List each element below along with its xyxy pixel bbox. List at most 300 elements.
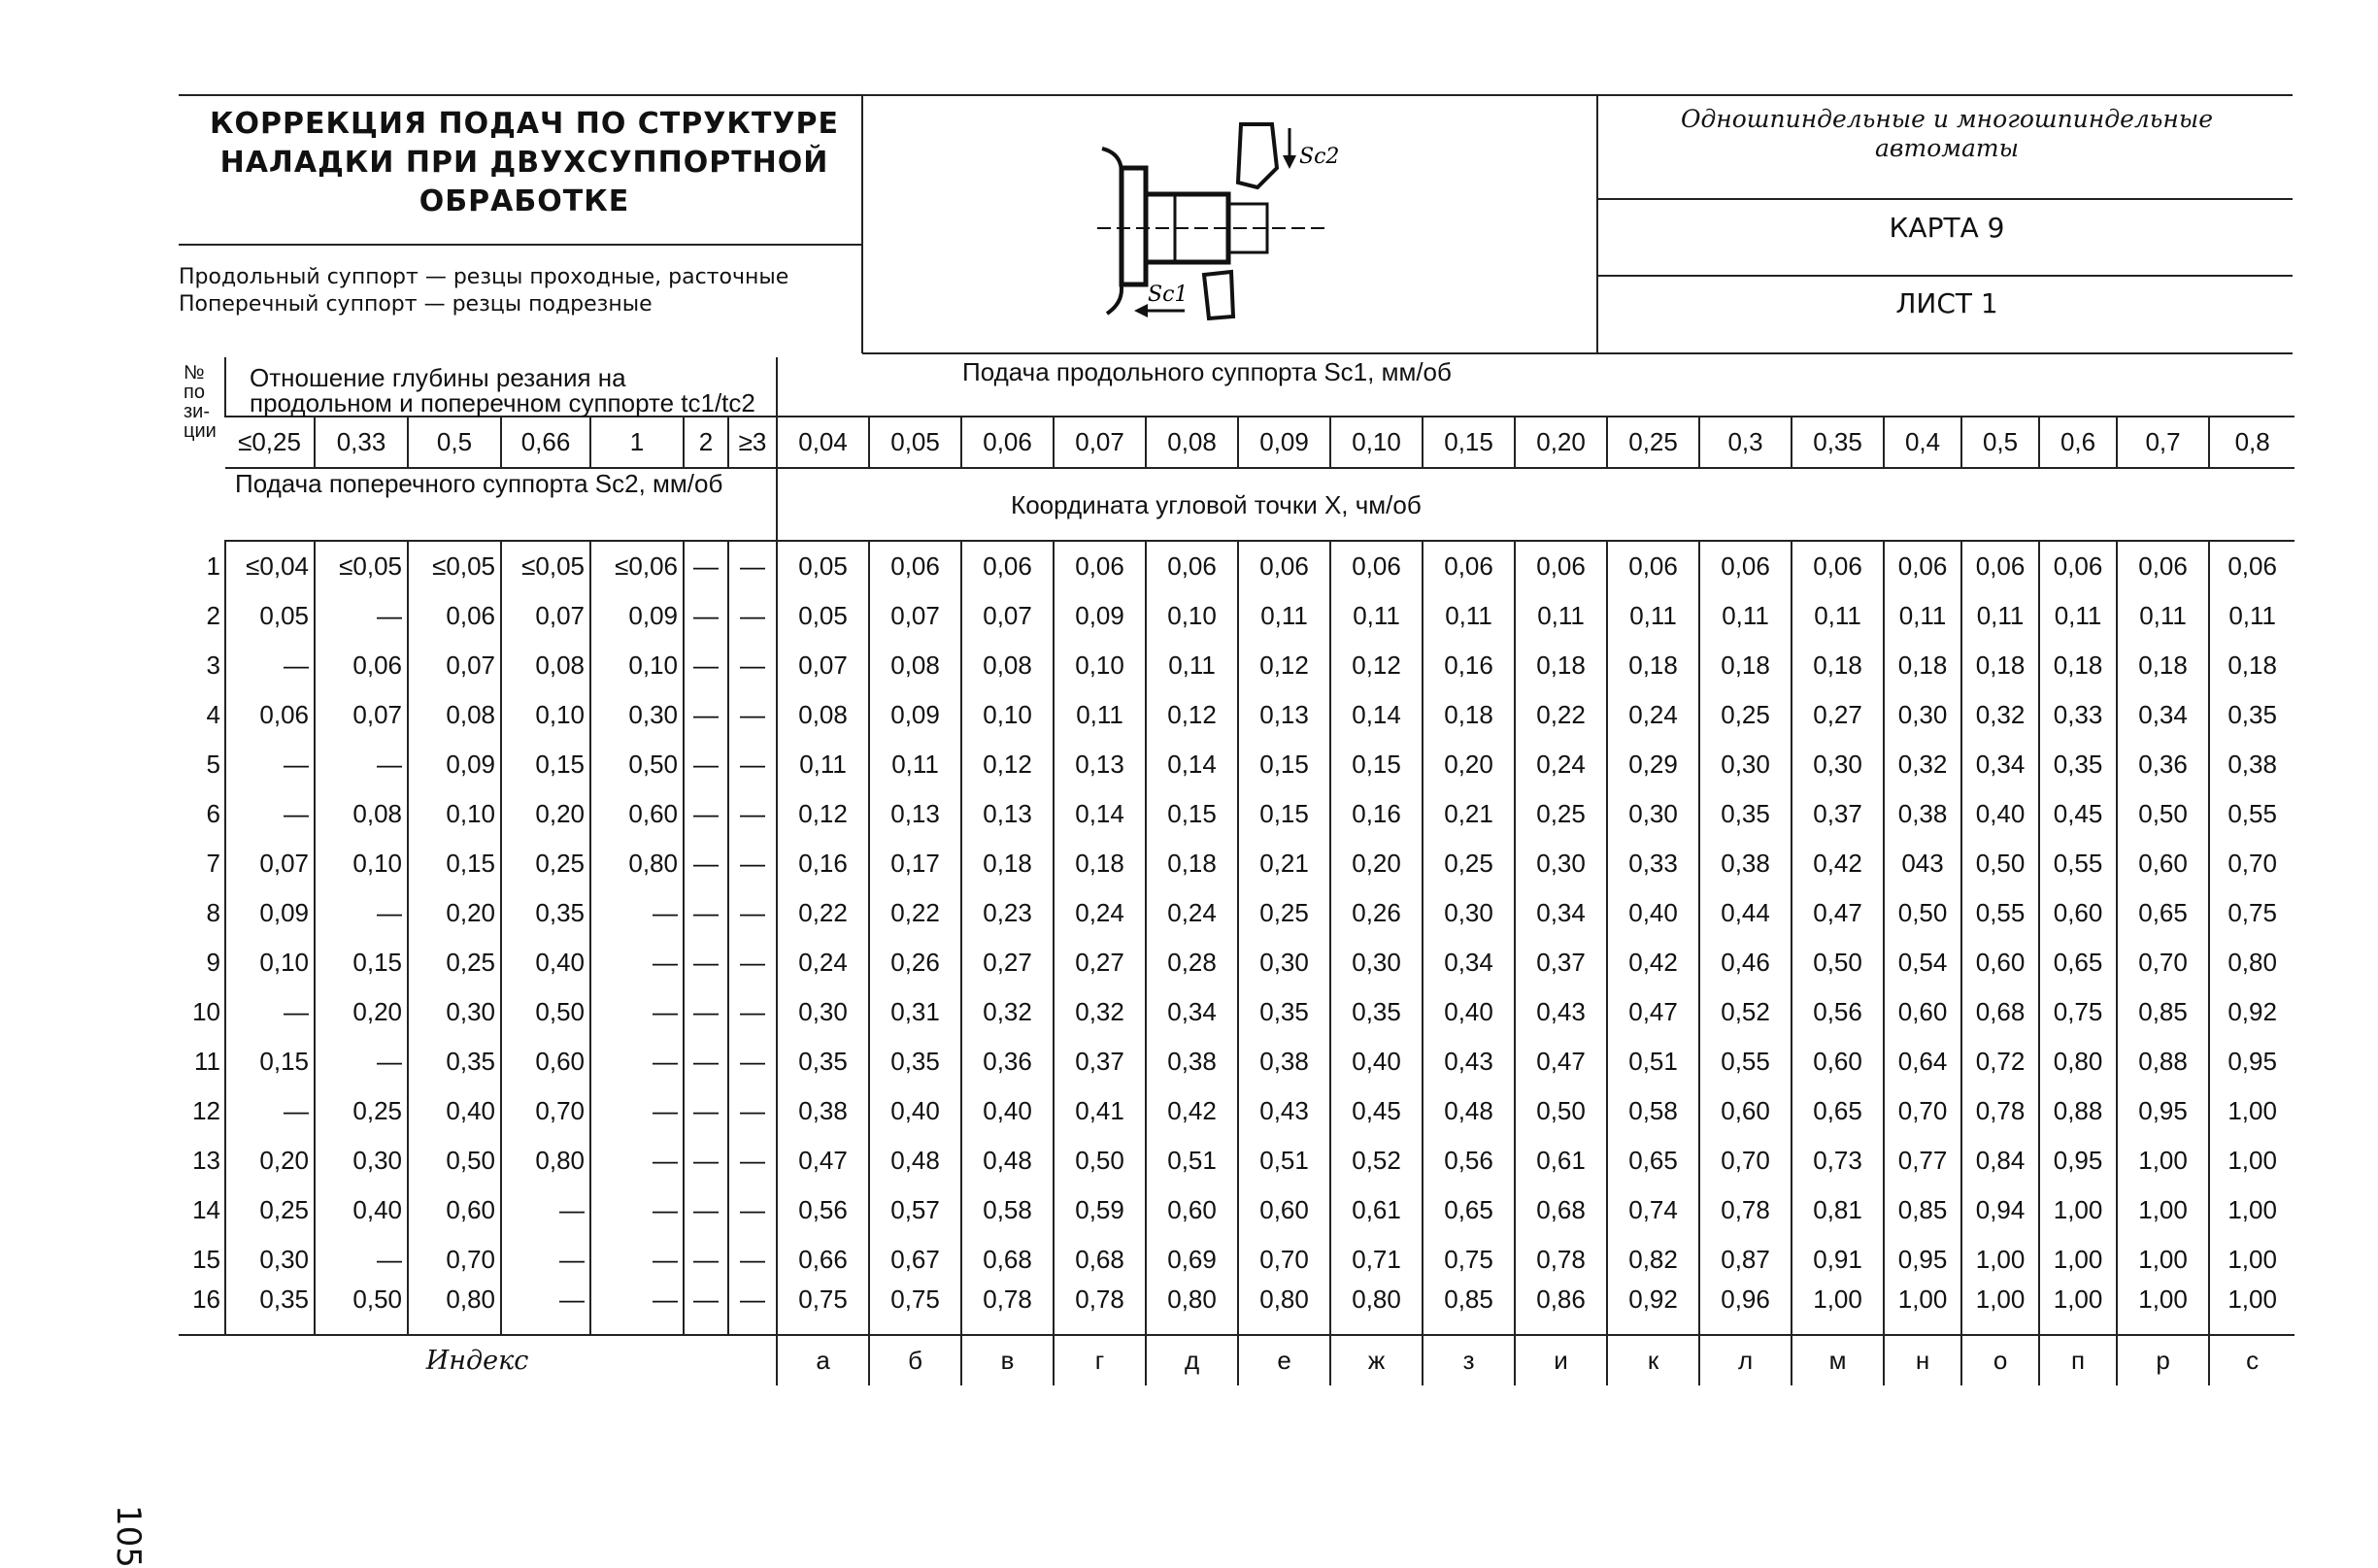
cross-feed-cell: 0,20 — [501, 789, 590, 839]
coordinate-cell: 0,92 — [2209, 987, 2294, 1037]
coordinate-cell: 0,38 — [777, 1086, 869, 1136]
coordinate-cell: 0,66 — [777, 1235, 869, 1284]
coordinate-cell: 0,05 — [777, 591, 869, 641]
coordinate-cell: 0,13 — [1054, 740, 1146, 789]
cross-feed-cell: — — [728, 938, 777, 987]
position-number: 14 — [192, 1195, 220, 1224]
coordinate-cell: 0,12 — [1330, 641, 1423, 690]
cross-feed-cell: — — [684, 1136, 728, 1185]
coordinate-cell: 0,43 — [1515, 987, 1607, 1037]
index-letter: с — [2209, 1335, 2294, 1385]
index-letter: р — [2117, 1335, 2209, 1385]
cross-feed-cell: 0,15 — [501, 740, 590, 789]
cross-feed-cell: ≤0,04 — [225, 541, 315, 591]
coordinate-cell: 0,65 — [1607, 1136, 1699, 1185]
index-letter: м — [1792, 1335, 1884, 1385]
coordinate-cell: 0,37 — [1515, 938, 1607, 987]
coordinate-cell: 0,26 — [1330, 888, 1423, 938]
coordinate-cell: 0,60 — [1884, 987, 1961, 1037]
coordinate-cell: 1,00 — [2209, 1284, 2294, 1335]
cross-feed-cell: 0,20 — [408, 888, 501, 938]
title-line: ОБРАБОТКЕ — [419, 184, 630, 218]
coordinate-cell: 0,06 — [1884, 541, 1961, 591]
coordinate-cell: 0,42 — [1607, 938, 1699, 987]
cross-feed-cell: 0,50 — [315, 1284, 408, 1335]
coordinate-cell: 0,32 — [961, 987, 1054, 1037]
index-letter: н — [1884, 1335, 1961, 1385]
sheet-number: ЛИСТ 1 — [1895, 287, 1998, 319]
coordinate-cell: 0,60 — [1792, 1037, 1884, 1086]
cross-feed-cell: 0,35 — [225, 1284, 315, 1335]
coordinate-cell: 0,64 — [1884, 1037, 1961, 1086]
coordinate-cell: 0,78 — [1515, 1235, 1607, 1284]
coordinate-cell: 0,50 — [1054, 1136, 1146, 1185]
coordinate-cell: 0,18 — [961, 839, 1054, 888]
coordinate-cell: 0,42 — [1792, 839, 1884, 888]
coordinate-cell: 1,00 — [1961, 1235, 2039, 1284]
coordinate-cell: 0,06 — [1238, 541, 1330, 591]
coordinate-cell: 1,00 — [2117, 1284, 2209, 1335]
coordinate-cell: 0,30 — [777, 987, 869, 1037]
coordinate-cell: 0,72 — [1961, 1037, 2039, 1086]
cross-feed-cell: 0,30 — [408, 987, 501, 1037]
cross-feed-cell: 0,40 — [501, 938, 590, 987]
coordinate-cell: 0,37 — [1054, 1037, 1146, 1086]
cross-feed-cell: — — [728, 541, 777, 591]
title-line: НАЛАДКИ ПРИ ДВУХСУППОРТНОЙ — [219, 146, 829, 180]
coordinate-cell: 0,17 — [869, 839, 961, 888]
coordinate-cell: 0,50 — [2117, 789, 2209, 839]
table-row — [179, 1136, 2294, 1185]
coordinate-cell: 0,40 — [1330, 1037, 1423, 1086]
coordinate-cell: 0,13 — [1238, 690, 1330, 740]
feed-column-header: 0,20 — [1515, 417, 1607, 468]
index-letter: а — [777, 1335, 869, 1385]
coordinate-cell: 0,58 — [961, 1185, 1054, 1235]
cross-feed-cell: 0,80 — [590, 839, 684, 888]
coordinate-cell: 0,65 — [2039, 938, 2117, 987]
cross-feed-cell: 0,25 — [408, 938, 501, 987]
coordinate-cell: 0,06 — [1607, 541, 1699, 591]
coordinate-header: Координата угловой точки X, чм/об — [777, 468, 2294, 541]
cross-feed-cell: — — [728, 641, 777, 690]
coordinate-cell: 0,18 — [1699, 641, 1792, 690]
coordinate-cell: 0,55 — [2209, 789, 2294, 839]
cross-feed-cell: 0,06 — [315, 641, 408, 690]
cross-feed-cell: — — [684, 641, 728, 690]
coordinate-cell: 0,56 — [1792, 987, 1884, 1037]
coordinate-cell: 0,25 — [1423, 839, 1515, 888]
ratio-column-header: 0,5 — [408, 417, 501, 468]
coordinate-cell: 0,84 — [1961, 1136, 2039, 1185]
coordinate-cell: 0,11 — [1330, 591, 1423, 641]
feed-column-header: 0,25 — [1607, 417, 1699, 468]
coordinate-cell: 0,38 — [2209, 740, 2294, 789]
coordinate-cell: 0,05 — [777, 541, 869, 591]
table-row — [179, 740, 2294, 789]
coordinate-cell: 0,18 — [1607, 641, 1699, 690]
position-number: 9 — [206, 948, 220, 977]
cross-feed-cell: — — [501, 1185, 590, 1235]
cross-feed-cell: 0,80 — [501, 1136, 590, 1185]
coordinate-cell: 0,15 — [1146, 789, 1238, 839]
cross-feed-cell: 0,15 — [315, 938, 408, 987]
coordinate-cell: 1,00 — [2117, 1185, 2209, 1235]
coordinate-cell: 0,61 — [1330, 1185, 1423, 1235]
coordinate-cell: 0,73 — [1792, 1136, 1884, 1185]
cross-feed-cell: — — [684, 789, 728, 839]
coordinate-cell: 1,00 — [1961, 1284, 2039, 1335]
coordinate-cell: 0,56 — [777, 1185, 869, 1235]
coordinate-cell: 0,60 — [2117, 839, 2209, 888]
coordinate-cell: 0,80 — [1238, 1284, 1330, 1335]
cross-feed-cell: 0,80 — [408, 1284, 501, 1335]
coordinate-cell: 0,65 — [1423, 1185, 1515, 1235]
position-number: 1 — [206, 550, 220, 581]
table-row — [179, 641, 2294, 690]
coordinate-cell: 0,52 — [1330, 1136, 1423, 1185]
cross-feed-cell: 0,10 — [408, 789, 501, 839]
position-number: 2 — [206, 601, 220, 630]
coordinate-cell: 0,14 — [1330, 690, 1423, 740]
index-letter: ж — [1330, 1335, 1423, 1385]
sc2-label: Sc2 — [1299, 145, 1340, 169]
header-row-1 — [179, 357, 2294, 417]
coordinate-cell: 0,08 — [869, 641, 961, 690]
coordinate-cell: 0,91 — [1792, 1235, 1884, 1284]
coordinate-cell: 0,47 — [1607, 987, 1699, 1037]
coordinate-cell: 1,00 — [2209, 1185, 2294, 1235]
coordinate-cell: 0,06 — [1423, 541, 1515, 591]
cross-feed-cell: — — [590, 1086, 684, 1136]
feed-column-header: 0,4 — [1884, 417, 1961, 468]
coordinate-cell: 1,00 — [2039, 1235, 2117, 1284]
cross-feed-cell: 0,25 — [501, 839, 590, 888]
coordinate-cell: 1,00 — [1792, 1284, 1884, 1335]
coordinate-cell: 0,50 — [1884, 888, 1961, 938]
cross-feed-cell: — — [684, 1185, 728, 1235]
coordinate-cell: 1,00 — [2117, 1136, 2209, 1185]
feed-column-header: 0,35 — [1792, 417, 1884, 468]
table-row — [179, 1284, 2294, 1335]
coordinate-cell: 0,75 — [2039, 987, 2117, 1037]
coordinate-cell: 0,35 — [869, 1037, 961, 1086]
cross-feed-cell: 0,50 — [590, 740, 684, 789]
ratio-column-header: 0,33 — [315, 417, 408, 468]
cross-feed-cell: 0,08 — [315, 789, 408, 839]
coordinate-cell: 0,06 — [2117, 541, 2209, 591]
coordinate-cell: 0,08 — [777, 690, 869, 740]
cross-feed-cell: — — [728, 1235, 777, 1284]
coordinate-cell: 0,11 — [1423, 591, 1515, 641]
coordinate-cell: 0,78 — [1054, 1284, 1146, 1335]
coordinate-cell: 0,15 — [1238, 740, 1330, 789]
coordinate-cell: 0,11 — [1699, 591, 1792, 641]
index-letter: е — [1238, 1335, 1330, 1385]
pos-header-line: по — [184, 382, 205, 403]
machine-type-title — [1602, 105, 2292, 163]
cross-feed-cell: 0,20 — [315, 987, 408, 1037]
coordinate-cell: 0,68 — [1961, 987, 2039, 1037]
coordinate-cell: 0,80 — [2209, 938, 2294, 987]
coordinate-cell: 0,56 — [1423, 1136, 1515, 1185]
coordinate-cell: 0,85 — [1884, 1185, 1961, 1235]
coordinate-cell: 0,20 — [1423, 740, 1515, 789]
position-number: 4 — [206, 700, 220, 729]
coordinate-cell: 0,22 — [777, 888, 869, 938]
cross-feed-cell: — — [684, 740, 728, 789]
cross-feed-cell: — — [590, 1185, 684, 1235]
coordinate-cell: 1,00 — [2039, 1185, 2117, 1235]
coordinate-cell: 0,11 — [1961, 591, 2039, 641]
coordinate-cell: 0,43 — [1238, 1086, 1330, 1136]
coordinate-cell: 0,12 — [1238, 641, 1330, 690]
cross-feed-cell: 0,20 — [225, 1136, 315, 1185]
feed-column-header: 0,04 — [777, 417, 869, 468]
cross-feed-cell: ≤0,05 — [408, 541, 501, 591]
coordinate-cell: 0,21 — [1238, 839, 1330, 888]
cross-feed-cell: 0,10 — [315, 839, 408, 888]
coordinate-cell: 0,11 — [1607, 591, 1699, 641]
cross-feed-cell: — — [225, 740, 315, 789]
coordinate-cell: 0,80 — [1330, 1284, 1423, 1335]
coordinate-cell: 0,70 — [1884, 1086, 1961, 1136]
coordinate-cell: 0,30 — [1423, 888, 1515, 938]
table-row — [179, 789, 2294, 839]
feed-column-header: 0,06 — [961, 417, 1054, 468]
cross-feed-cell: — — [590, 987, 684, 1037]
cross-feed-cell: — — [590, 1037, 684, 1086]
document-subtitle — [179, 264, 858, 318]
feed-column-header: 0,5 — [1961, 417, 2039, 468]
coordinate-cell: 0,51 — [1607, 1037, 1699, 1086]
coordinate-cell: 0,40 — [1607, 888, 1699, 938]
coordinate-cell: 1,00 — [2209, 1086, 2294, 1136]
cross-feed-cell: — — [225, 987, 315, 1037]
cross-feed-cell: — — [590, 1235, 684, 1284]
cross-feed-cell: 0,60 — [590, 789, 684, 839]
coordinate-cell: 0,70 — [2117, 938, 2209, 987]
cross-feed-cell: 0,30 — [225, 1235, 315, 1284]
coordinate-cell: 0,42 — [1146, 1086, 1238, 1136]
cross-feed-cell: 0,05 — [225, 591, 315, 641]
coordinate-cell: 1,00 — [1884, 1284, 1961, 1335]
coordinate-cell: 0,71 — [1330, 1235, 1423, 1284]
cross-feed-cell: — — [684, 690, 728, 740]
coordinate-cell: 0,31 — [869, 987, 961, 1037]
coordinate-cell: 0,18 — [1792, 641, 1884, 690]
coordinate-cell: 0,07 — [869, 591, 961, 641]
coordinate-cell: 0,08 — [961, 641, 1054, 690]
pos-header-line: зи- — [184, 401, 211, 422]
coordinate-cell: 0,30 — [1515, 839, 1607, 888]
coordinate-cell: 0,38 — [1884, 789, 1961, 839]
coordinate-cell: 0,27 — [961, 938, 1054, 987]
cross-feed-cell: — — [684, 938, 728, 987]
coordinate-cell: 0,14 — [1054, 789, 1146, 839]
coordinate-cell: 0,40 — [1423, 987, 1515, 1037]
coordinate-cell: 0,34 — [2117, 690, 2209, 740]
cross-feed-cell: 0,15 — [225, 1037, 315, 1086]
coordinate-cell: 0,75 — [2209, 888, 2294, 938]
coordinate-cell: 0,95 — [2039, 1136, 2117, 1185]
coordinate-cell: 0,24 — [777, 938, 869, 987]
coordinate-cell: 0,51 — [1238, 1136, 1330, 1185]
subtitle-line: Продольный суппорт — резцы проходные, расточные — [179, 265, 789, 289]
coordinate-cell: 0,12 — [961, 740, 1054, 789]
cross-feed-cell: — — [315, 888, 408, 938]
coordinate-cell: 0,06 — [2039, 541, 2117, 591]
ratio-column-header: 2 — [684, 417, 728, 468]
coordinate-cell: 0,48 — [961, 1136, 1054, 1185]
cross-feed-cell: — — [590, 1136, 684, 1185]
coordinate-cell: 0,06 — [1515, 541, 1607, 591]
coordinate-cell: 0,07 — [777, 641, 869, 690]
cross-feed-cell: 0,06 — [225, 690, 315, 740]
coordinate-cell: 1,00 — [2039, 1284, 2117, 1335]
machine-type-line: Одношпиндельные и многошпиндельные — [1680, 105, 2214, 133]
coordinate-cell: 0,60 — [2039, 888, 2117, 938]
coordinate-cell: 0,80 — [2039, 1037, 2117, 1086]
coordinate-cell: 0,18 — [1884, 641, 1961, 690]
coordinate-cell: 0,06 — [1792, 541, 1884, 591]
cross-feed-cell: 0,08 — [501, 641, 590, 690]
feed-column-header: 0,3 — [1699, 417, 1792, 468]
coordinate-cell: 0,20 — [1330, 839, 1423, 888]
cross-feed-cell: 0,30 — [590, 690, 684, 740]
coordinate-cell: 0,18 — [1146, 839, 1238, 888]
coordinate-cell: 0,11 — [1146, 641, 1238, 690]
coordinate-cell: 0,75 — [869, 1284, 961, 1335]
coordinate-cell: 0,50 — [1961, 839, 2039, 888]
coordinate-cell: 0,25 — [1699, 690, 1792, 740]
index-letter: д — [1146, 1335, 1238, 1385]
coordinate-cell: 0,47 — [1515, 1037, 1607, 1086]
coordinate-cell: 0,06 — [961, 541, 1054, 591]
coordinate-cell: 0,30 — [1884, 690, 1961, 740]
coordinate-cell: 0,11 — [1884, 591, 1961, 641]
coordinate-cell: 0,34 — [1961, 740, 2039, 789]
coordinate-cell: 0,51 — [1146, 1136, 1238, 1185]
cross-feed-cell: ≤0,06 — [590, 541, 684, 591]
coordinate-cell: 0,88 — [2117, 1037, 2209, 1086]
position-number: 16 — [192, 1284, 220, 1314]
coordinate-cell: 0,13 — [869, 789, 961, 839]
coordinate-cell: 0,78 — [961, 1284, 1054, 1335]
card-number: КАРТА 9 — [1889, 212, 2005, 244]
coordinate-cell: 0,06 — [1699, 541, 1792, 591]
cross-feed-cell: 0,25 — [315, 1086, 408, 1136]
cross-feed-cell: — — [684, 987, 728, 1037]
position-number: 3 — [206, 651, 220, 680]
coordinate-cell: 0,11 — [2209, 591, 2294, 641]
coordinate-cell: 0,40 — [1961, 789, 2039, 839]
cross-feed-cell: — — [590, 888, 684, 938]
feed-column-header: 0,7 — [2117, 417, 2209, 468]
coordinate-cell: 0,45 — [2039, 789, 2117, 839]
coordinate-cell: 0,38 — [1699, 839, 1792, 888]
title-line: КОРРЕКЦИЯ ПОДАЧ ПО СТРУКТУРЕ — [210, 107, 839, 141]
coordinate-cell: 0,11 — [1054, 690, 1146, 740]
cross-feed-cell: 0,07 — [501, 591, 590, 641]
position-number: 13 — [192, 1146, 220, 1175]
sc1-label: Sc1 — [1148, 283, 1189, 307]
index-letter: г — [1054, 1335, 1146, 1385]
coordinate-cell: 0,18 — [1054, 839, 1146, 888]
coordinate-cell: 0,40 — [869, 1086, 961, 1136]
index-letter: з — [1423, 1335, 1515, 1385]
coordinate-cell: 0,18 — [2209, 641, 2294, 690]
cross-feed-cell: 0,06 — [408, 591, 501, 641]
ratio-column-header: ≤0,25 — [225, 417, 315, 468]
feed-column-header: 0,09 — [1238, 417, 1330, 468]
coordinate-cell: 0,75 — [1423, 1235, 1515, 1284]
coordinate-cell: 0,68 — [1054, 1235, 1146, 1284]
coordinate-cell: 0,18 — [1423, 690, 1515, 740]
cross-feed-cell: — — [728, 690, 777, 740]
coordinate-cell: 0,33 — [1607, 839, 1699, 888]
coordinate-cell: 0,61 — [1515, 1136, 1607, 1185]
cross-feed-cell: 0,40 — [315, 1185, 408, 1235]
cross-feed-cell: 0,35 — [501, 888, 590, 938]
cross-feed-cell: — — [501, 1284, 590, 1335]
cross-feed-cell: — — [684, 591, 728, 641]
coordinate-cell: 1,00 — [2209, 1235, 2294, 1284]
coordinate-cell: 0,11 — [1515, 591, 1607, 641]
coordinate-cell: 0,18 — [1515, 641, 1607, 690]
page-number: 105 — [109, 1505, 148, 1568]
index-letter: о — [1961, 1335, 2039, 1385]
coordinate-cell: 0,22 — [869, 888, 961, 938]
coordinate-cell: 0,95 — [2209, 1037, 2294, 1086]
coordinate-cell: 0,24 — [1515, 740, 1607, 789]
coordinate-cell: 0,81 — [1792, 1185, 1884, 1235]
cross-feed-cell: 0,70 — [501, 1086, 590, 1136]
cross-feed-cell: 0,70 — [408, 1235, 501, 1284]
cross-feed-cell: 0,07 — [408, 641, 501, 690]
coordinate-cell: 0,35 — [2209, 690, 2294, 740]
coordinate-cell: 0,35 — [1330, 987, 1423, 1037]
coordinate-cell: 0,09 — [1054, 591, 1146, 641]
coordinate-cell: 0,95 — [1884, 1235, 1961, 1284]
coordinate-cell: 0,60 — [1238, 1185, 1330, 1235]
coordinate-cell: 0,68 — [1515, 1185, 1607, 1235]
coordinate-cell: 0,82 — [1607, 1235, 1699, 1284]
coordinate-cell: 0,35 — [1699, 789, 1792, 839]
cross-feed-cell: — — [684, 1037, 728, 1086]
subtitle-line: Поперечный суппорт — резцы подрезные — [179, 292, 653, 317]
cross-feed-cell: — — [315, 1037, 408, 1086]
coordinate-cell: 0,24 — [1607, 690, 1699, 740]
coordinate-cell: 0,06 — [1961, 541, 2039, 591]
position-number: 15 — [192, 1245, 220, 1274]
table-row — [179, 888, 2294, 938]
cross-feed-cell: — — [684, 1235, 728, 1284]
coordinate-cell: 0,36 — [2117, 740, 2209, 789]
coordinate-cell: 0,30 — [1238, 938, 1330, 987]
coordinate-cell: 0,10 — [1146, 591, 1238, 641]
coordinate-cell: 0,06 — [2209, 541, 2294, 591]
coordinate-cell: 0,27 — [1792, 690, 1884, 740]
document-title — [184, 105, 864, 221]
ratio-column-header: 0,66 — [501, 417, 590, 468]
coordinate-cell: 0,48 — [1423, 1086, 1515, 1136]
cross-feed-cell: 0,07 — [315, 690, 408, 740]
position-number: 12 — [192, 1096, 220, 1125]
coordinate-cell: 0,60 — [1146, 1185, 1238, 1235]
cross-feed-cell: 0,25 — [225, 1185, 315, 1235]
coordinate-cell: 0,70 — [1238, 1235, 1330, 1284]
